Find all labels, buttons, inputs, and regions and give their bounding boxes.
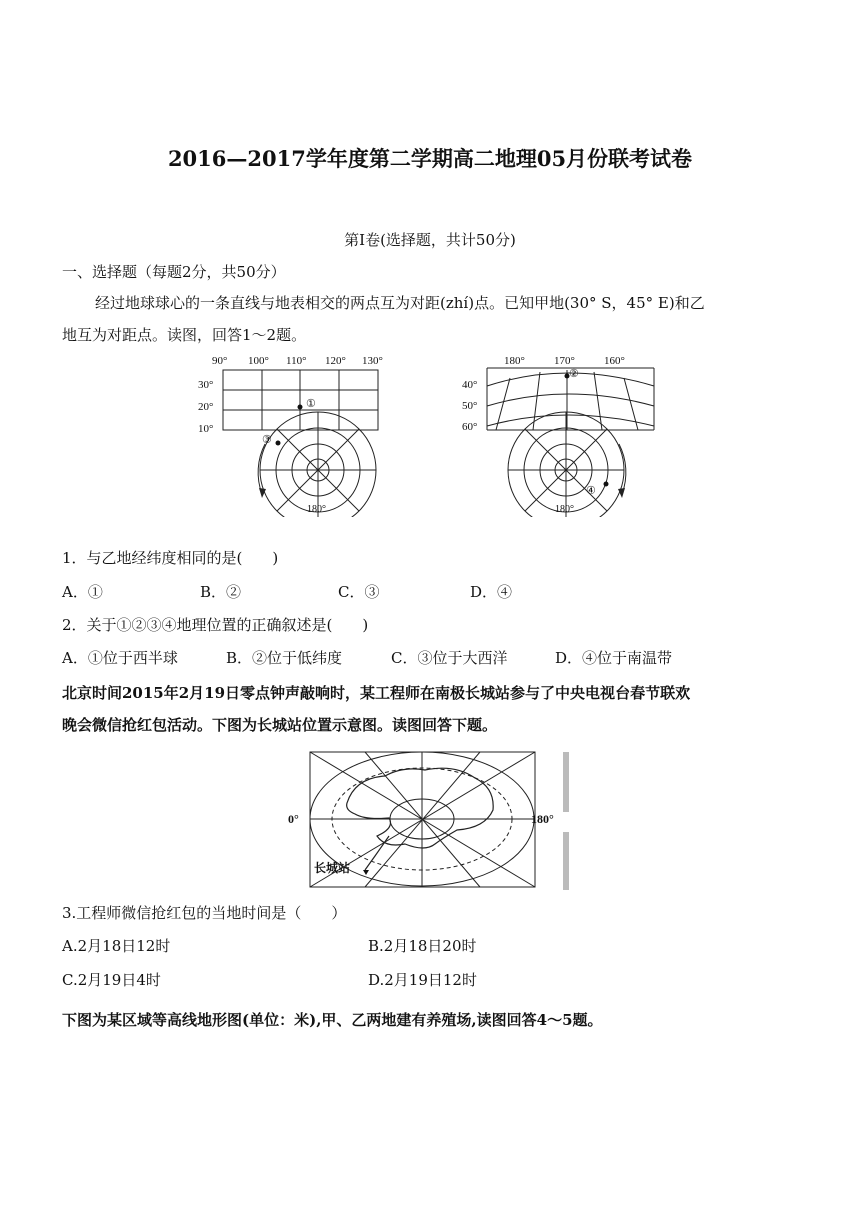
- point-1-marker: [298, 405, 303, 410]
- exam-title: 2016—2017学年度第二学期高二地理05月份联考试卷: [167, 146, 693, 171]
- figure-antarctica-map: [285, 748, 585, 893]
- point-3-marker: [276, 441, 281, 446]
- scan-margin: [563, 832, 569, 890]
- polar1-bottom-label: 180°: [307, 504, 326, 515]
- intro1-line2: 地互为对距点。读图，回答1～2题。: [62, 326, 307, 344]
- station-label: 长城站: [314, 861, 351, 875]
- q2-option-a: A．①位于西半球: [62, 649, 178, 667]
- point-4-marker: [604, 482, 609, 487]
- lon-label: 110°: [286, 355, 307, 367]
- point-4-label: ④: [586, 485, 596, 497]
- q2-option-c: C．③位于大西洋: [391, 649, 508, 667]
- lon-label: 120°: [325, 355, 346, 367]
- label-0-degree: 0°: [288, 812, 299, 826]
- intro2-line1: 北京时间2015年2月19日零点钟声敲响时，某工程师在南极长城站参与了中央电视台春节联欢: [62, 684, 691, 702]
- intro3: 下图为某区域等高线地形图(单位：米),甲、乙两地建有养殖场,读图回答4～5题。: [62, 1011, 603, 1029]
- q2-stem: 2．关于①②③④地理位置的正确叙述是( ): [62, 616, 369, 634]
- label-180-degree: 180°: [531, 812, 554, 826]
- lat-label: 60°: [462, 421, 478, 433]
- q3-option-c: C.2月19日4时: [62, 971, 161, 989]
- right-polar: [508, 412, 626, 517]
- lat-label: 50°: [462, 400, 478, 412]
- lat-label: 40°: [462, 379, 478, 391]
- lon-label: 170°: [554, 355, 575, 367]
- point-3-label: ③: [262, 434, 272, 446]
- q1-option-a: A．①: [62, 583, 103, 601]
- part-heading: 一、选择题（每题2分，共50分）: [62, 263, 286, 281]
- q1-option-d: D．④: [470, 583, 513, 601]
- station-marker-icon: [363, 870, 369, 875]
- left-polar: [258, 412, 376, 517]
- lon-label: 160°: [604, 355, 625, 367]
- lat-label: 30°: [198, 379, 214, 391]
- q3-option-b: B.2月18日20时: [368, 937, 477, 955]
- lon-label: 130°: [362, 355, 383, 367]
- lon-label: 180°: [504, 355, 525, 367]
- q1-option-c: C．③: [338, 583, 380, 601]
- point-2-label: ②: [569, 368, 579, 380]
- point-1-label: ①: [306, 398, 316, 410]
- figure-latlon-grids: [190, 352, 670, 517]
- intro2-line2: 晚会微信抢红包活动。下图为长城站位置示意图。读图回答下题。: [62, 716, 498, 734]
- q3-stem: 3.工程师微信抢红包的当地时间是（ ）: [62, 904, 347, 922]
- lon-label: 90°: [212, 355, 228, 367]
- q2-option-b: B．②位于低纬度: [226, 649, 343, 667]
- q3-option-a: A.2月18日12时: [62, 937, 171, 955]
- q1-option-b: B．②: [200, 583, 242, 601]
- lat-label: 10°: [198, 423, 214, 435]
- antarctic-peninsula: [365, 836, 389, 870]
- q3-option-d: D.2月19日12时: [368, 971, 477, 989]
- q1-stem: 1．与乙地经纬度相同的是( ): [62, 549, 279, 567]
- antarctica-outline: [347, 768, 494, 848]
- intro1-line1: 经过地球球心的一条直线与地表相交的两点互为对距(zhí)点。已知甲地(30° S，45° E)和乙: [95, 294, 705, 312]
- lon-label: 100°: [248, 355, 269, 367]
- left-grid: [223, 370, 378, 430]
- scan-margin: [563, 752, 569, 812]
- section-heading: 第Ⅰ卷(选择题，共计50分): [344, 231, 516, 249]
- q2-option-d: D．④位于南温带: [555, 649, 673, 667]
- polar2-bottom-label: 180°: [555, 504, 574, 515]
- lat-label: 20°: [198, 401, 214, 413]
